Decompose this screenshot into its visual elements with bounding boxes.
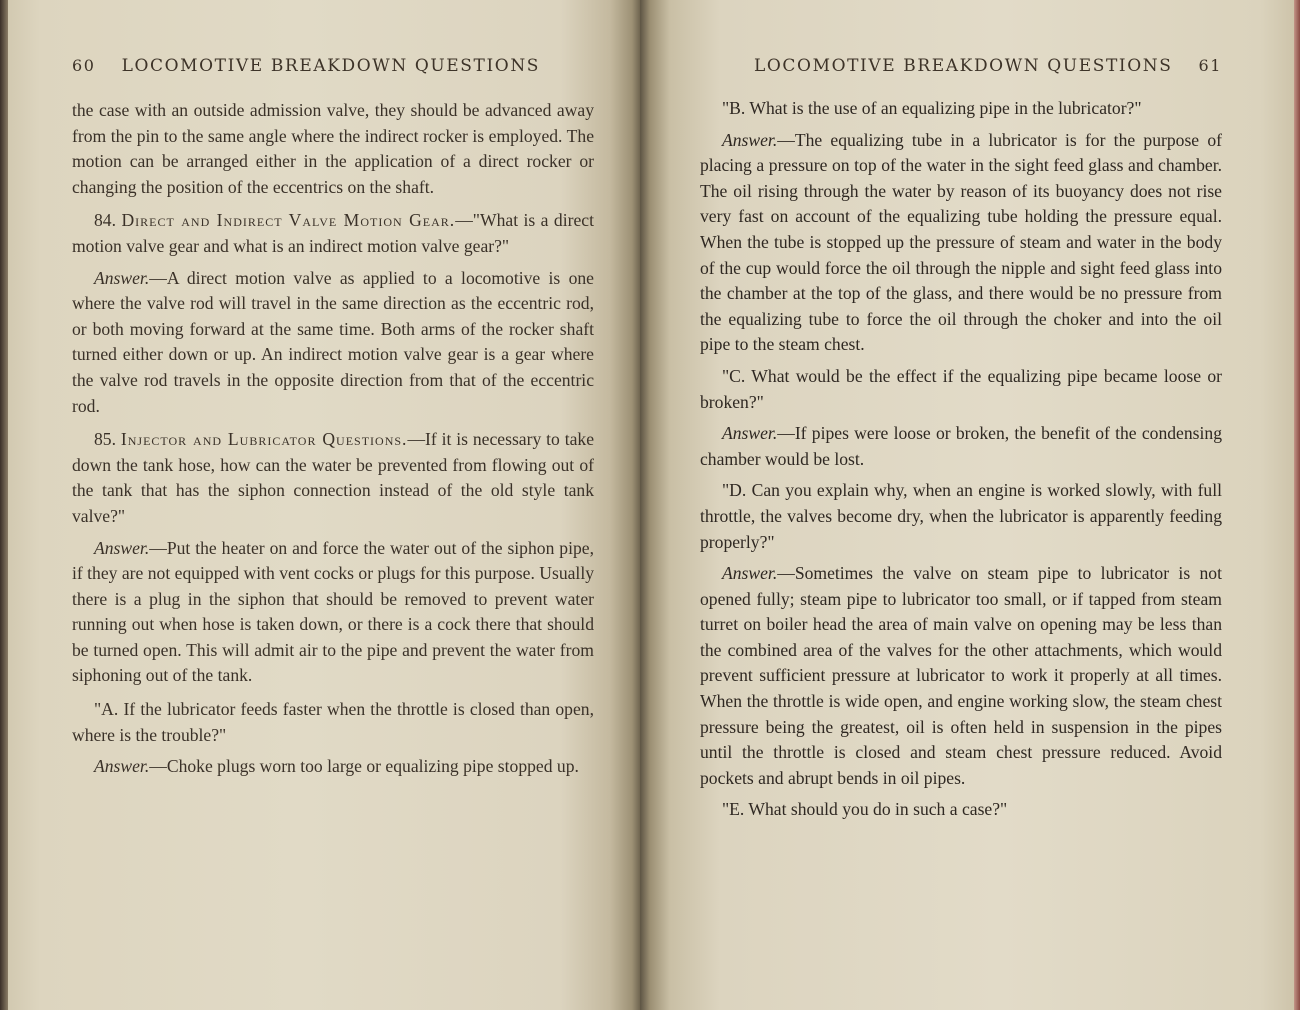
- question-b-answer: [700, 128, 1222, 358]
- answer-text: —The equalizing tube in a lubricator is for the purpose of placing a pressure on top of the water in the sight feed glass and chamber. The oil rising through the water by reason of its buoyancy does not rise very fast on account of the equalizing tube holding the pressure equal. When the tube is stopped up the pressure of steam and water in the body of the cup would force the oil through the nipple and sight feed glass into the chamber at the top of the glass, and there would be no pressure from the equalizing tube to force the oil through the choker and into the oil pipe to the steam chest.: [700, 129, 1222, 355]
- answer-label: Answer.: [722, 129, 778, 150]
- left-page-number: 60: [72, 56, 96, 75]
- answer-label: Answer.: [722, 563, 778, 584]
- question-a: "A. If the lubricator feeds faster when the throttle is closed than open, where is the trouble?": [72, 699, 594, 745]
- right-page: [640, 0, 1300, 1010]
- answer-text: —If pipes were loose or broken, the benefit of the condensing chamber would be lost.: [700, 423, 1222, 469]
- question-c-answer: [700, 421, 1222, 472]
- section-84: [72, 208, 594, 259]
- answer-label: Answer.: [94, 267, 150, 288]
- section-85-heading: Injector and Lubricator Questions.: [120, 429, 408, 450]
- book-edge-left: [0, 0, 8, 1010]
- book-edge-right: [1294, 0, 1300, 1010]
- section-85: [72, 427, 594, 529]
- question-c: "C. What would be the effect if the equalizing pipe became loose or broken?": [700, 365, 1222, 412]
- question-a-answer: [72, 754, 594, 780]
- question-d-answer: [700, 561, 1222, 791]
- question-d: "D. Can you explain why, when an engine is worked slowly, with full throttle, the valves become dry, when the lubricator is apparently feeding properly?": [700, 480, 1222, 552]
- answer-text: —Sometimes the valve on steam pipe to lubricator is not opened fully; steam pipe to lubricator too small, or if tapped from steam turret on boiler head the area of main valve on opening may be less than the combined area of the valves for the other attachments, which would prevent sufficient pressure at lubricator to work it properly at all times. When the throttle is wide open, and engine working slow, the steam chest pressure being the greatest, oil is often held in suspension in the pipes until the throttle is closed and steam chest pressure reduced. Avoid pockets and abrupt bends in oil pipes.: [700, 563, 1222, 788]
- answer-label: Answer.: [94, 756, 150, 777]
- section-84-heading: Direct and Indirect Valve Motion Gear.: [121, 210, 456, 231]
- section-85-answer: [72, 536, 594, 690]
- answer-label: Answer.: [94, 537, 150, 558]
- continued-paragraph: the case with an outside admission valve, they should be advanced away from the pin to the same angle where the indirect rocker is employed. The motion can be arranged either in the application of a direct rocker or changing the position of the eccentrics on the shaft.: [72, 100, 594, 197]
- right-page-body: [700, 96, 1222, 829]
- section-84-number: 84.: [94, 210, 116, 231]
- right-running-title: LOCOMOTIVE BREAKDOWN QUESTIONS: [754, 56, 1173, 76]
- question-b: "B. What is the use of an equalizing pipe in the lubricator?": [722, 98, 1142, 118]
- right-page-number: 61: [1198, 56, 1223, 75]
- answer-text: —Choke plugs worn too large or equalizing pipe stopped up.: [149, 756, 579, 777]
- section-84-answer: [72, 266, 594, 420]
- section-85-number: 85.: [94, 429, 116, 450]
- question-e: "E. What should you do in such a case?": [722, 799, 1008, 820]
- answer-text: —Put the heater on and force the water out of the siphon pipe, if they are not equipped with vent cocks or plugs for this purpose. Usually there is a plug in the siphon that should be removed to prevent water running out when hose is taken down, or there is a cock there that should be turned open. This will admit air to the pipe and prevent the water from siphoning out of the tank.: [72, 537, 594, 686]
- left-page-body: [72, 98, 594, 786]
- left-page: [0, 0, 640, 1010]
- left-running-head: [72, 56, 540, 76]
- left-running-title: LOCOMOTIVE BREAKDOWN QUESTIONS: [121, 56, 541, 76]
- section-85-question: —If it is necessary to take down the tank hose, how can the water be prevented from flowing out of the tank that has the siphon connection instead of the old style tank valve?": [72, 429, 594, 526]
- section-84-question: —"What is a direct motion valve gear and what is an indirect motion valve gear?": [72, 210, 594, 256]
- answer-label: Answer.: [722, 423, 778, 444]
- answer-text: —A direct motion valve as applied to a locomotive is one where the valve rod will travel in the same direction as the eccentric rod, or both moving forward at the same time. Both arms of the rocker shaft turned either down or up. An indirect motion valve gear is a gear where the valve rod travels in the opposite direction from that of the eccentric rod.: [72, 267, 594, 416]
- right-running-head: [754, 56, 1222, 76]
